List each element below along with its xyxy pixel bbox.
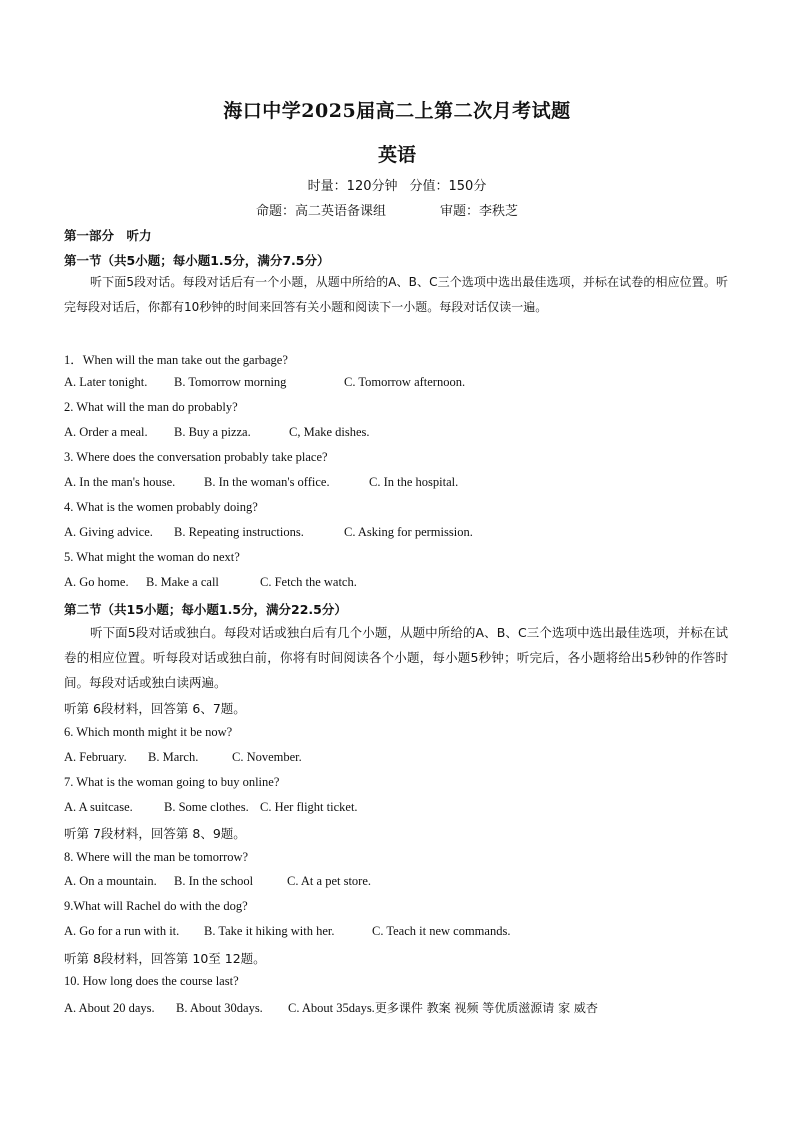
option-c: C. Her flight ticket. — [260, 800, 358, 814]
option-b: B. In the woman's office. — [204, 475, 330, 489]
question-1-options — [64, 375, 465, 390]
section2-instructions: 听下面5段对话或独白。每段对话或独白后有几个小题，从题中所给的A、B、C三个选项中选出最佳选项，并标在试卷的相应位置。听每段对话或独白前，你将有时间阅读各个小题，每小题5秒钟；听完后，各小题将给出5秒钟的作答时间。每段对话或独白读两遍。 — [64, 625, 728, 690]
option-c: C. Fetch the watch. — [260, 575, 357, 589]
section1-heading: 第一节（共5小题；每小题1.5分，满分7.5分） — [64, 253, 330, 268]
question-6: 6. Which month might it be now? — [64, 725, 233, 739]
option-a: A. In the man's house. — [64, 475, 176, 489]
question-6-options — [64, 750, 302, 765]
option-a: A. Giving advice. — [64, 525, 153, 539]
section1-instructions: 听下面5段对话。每段对话后有一个小题，从题中所给的A、B、C三个选项中选出最佳选项，并标在试卷的相应位置。听完每段对话后，你都有10秒钟的时间来回答有关小题和阅读下一小题。每段对话仅读一遍。 — [64, 275, 728, 314]
option-b: B. Repeating instructions. — [174, 525, 304, 539]
question-2-options — [64, 425, 370, 440]
question-5: 5. What might the woman do next? — [64, 550, 240, 564]
option-b: B. Buy a pizza. — [174, 425, 251, 439]
section2-heading: 第二节（共15小题；每小题1.5分，满分22.5分） — [64, 602, 347, 617]
material-8-heading: 听第 8段材料，回答第 10至 12题。 — [64, 951, 266, 966]
exam-time: 时量：120分钟 — [307, 179, 398, 194]
promo-text: 更多课件 教案 视频 等优质滋源请 家 威杏 — [374, 1001, 598, 1015]
exam-authors — [256, 200, 518, 219]
question-9-options — [64, 924, 510, 939]
option-b: B. Some clothes. — [164, 800, 249, 814]
exam-subject: 英语 — [377, 144, 416, 166]
question-3-options — [64, 475, 458, 490]
option-c: C. In the hospital. — [369, 475, 459, 489]
option-a: A. Go for a run with it. — [64, 924, 180, 938]
question-8-options — [64, 874, 371, 889]
exam-author: 命题：高二英语备课组 — [256, 204, 387, 219]
question-7: 7. What is the woman going to buy online? — [64, 775, 280, 789]
material-6-heading: 听第 6段材料，回答第 6、7题。 — [64, 701, 246, 716]
exam-title: 海口中学2025届高二上第二次月考试题 — [223, 100, 571, 122]
question-7-options — [64, 800, 358, 815]
option-b: B. Take it hiking with her. — [204, 924, 335, 938]
option-a: A. About 20 days. — [64, 1001, 155, 1015]
option-b: B. Make a call — [146, 575, 219, 589]
option-c: C. At a pet store. — [287, 874, 372, 888]
question-8: 8. Where will the man be tomorrow? — [64, 850, 249, 864]
question-2: 2. What will the man do probably? — [64, 400, 238, 414]
option-a: A. February. — [64, 750, 127, 764]
option-a: A. A suitcase. — [64, 800, 133, 814]
option-c: C. November. — [232, 750, 302, 764]
option-a: A. On a mountain. — [64, 874, 157, 888]
question-10: 10. How long does the course last? — [64, 974, 239, 988]
option-c: C, Make dishes. — [289, 425, 370, 439]
option-c: C. Tomorrow afternoon. — [344, 375, 466, 389]
option-b: B. About 30days. — [176, 1001, 263, 1015]
material-7-heading: 听第 7段材料，回答第 8、9题。 — [64, 826, 246, 841]
question-4-options — [64, 525, 473, 540]
option-c: C. About 35days. — [288, 1001, 375, 1015]
option-a: A. Later tonight. — [64, 375, 148, 389]
question-1: 1．When will the man take out the garbage? — [64, 353, 288, 367]
part1-heading: 第一部分 听力 — [64, 228, 152, 243]
option-a: A. Go home. — [64, 575, 129, 589]
question-3: 3. Where does the conversation probably take place? — [64, 450, 328, 464]
option-b: B. March. — [148, 750, 199, 764]
option-b: B. In the school — [174, 874, 254, 888]
question-9: 9.What will Rachel do with the dog? — [64, 899, 248, 913]
option-b: B. Tomorrow morning — [174, 375, 287, 389]
exam-score: 分值：150分 — [409, 179, 487, 194]
option-a: A. Order a meal. — [64, 425, 148, 439]
question-5-options — [64, 575, 357, 590]
exam-reviewer: 审题：李秩芝 — [440, 204, 519, 219]
question-10-options — [64, 999, 598, 1016]
option-c: C. Teach it new commands. — [372, 924, 511, 938]
exam-time-score — [0, 175, 794, 194]
question-4: 4. What is the women probably doing? — [64, 500, 258, 514]
option-c: C. Asking for permission. — [344, 525, 473, 539]
